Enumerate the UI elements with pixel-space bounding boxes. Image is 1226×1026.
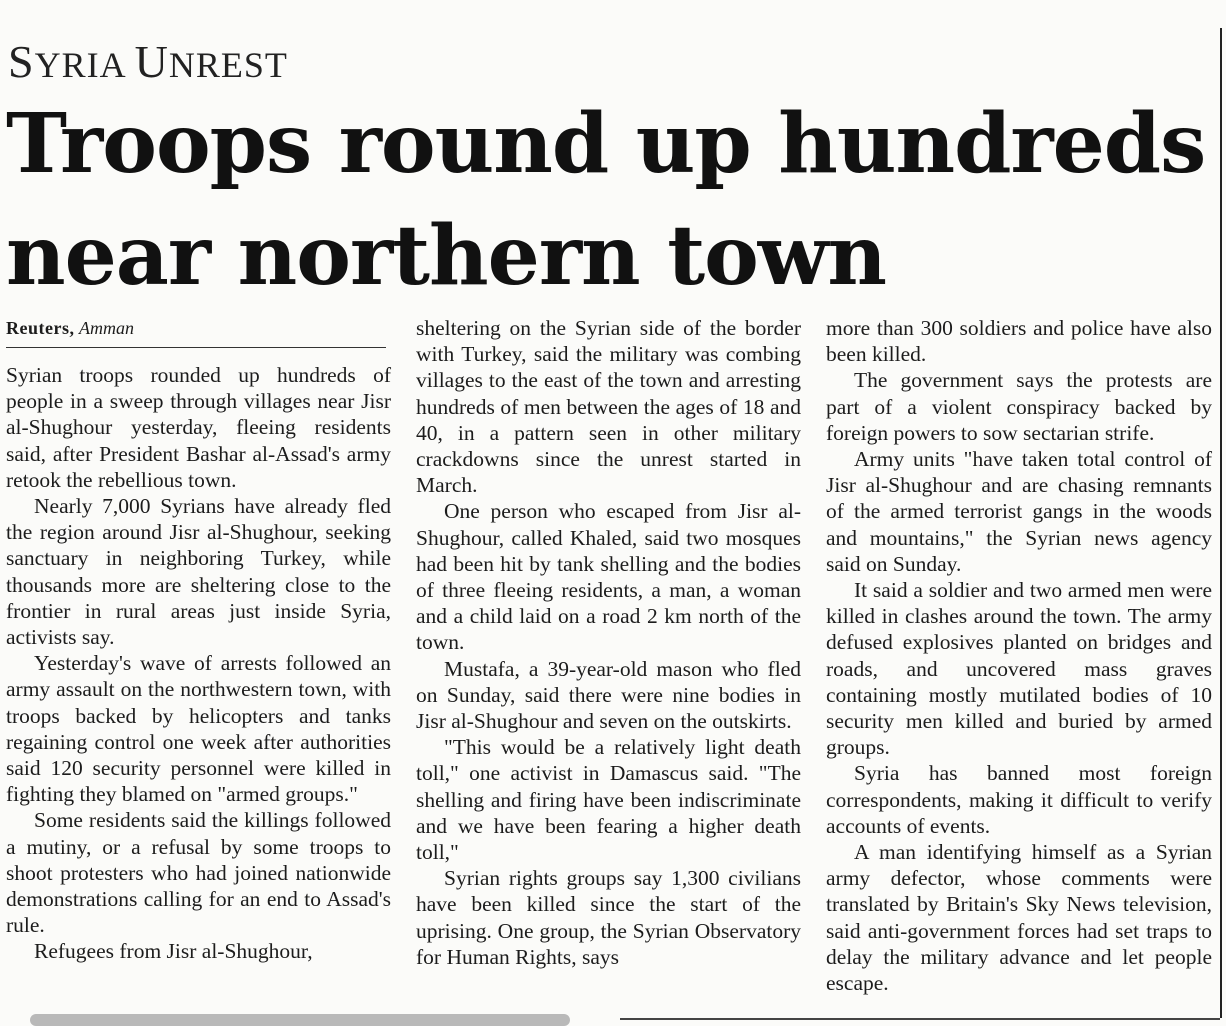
col2-paragraph: Syrian rights groups say 1,300 civilians have been killed since the start of the uprising. One group, the Syrian Observatory for Human Rights, says xyxy=(416,866,801,969)
col2-paragraph: One person who escaped from Jisr al-Shughour, called Khaled, said two mosques had been hit by tank shelling and the bodies of three fleeing residents, a man, a woman and a child laid on a road 2 km north of the town. xyxy=(416,499,801,655)
column-3-body xyxy=(826,315,1212,996)
col3-paragraph: A man identifying himself as a Syrian army defector, whose comments were translated by Britain's Sky News television, said anti-government forces had set traps to delay the military advance and let people escape. xyxy=(826,840,1212,996)
byline-city: Amman xyxy=(78,318,134,338)
col3-paragraph: Army units "have taken total control of Jisr al-Shughour and are chasing remnants of the armed terrorist gangs in the woods and mountains," the Syrian news agency said on Sunday. xyxy=(826,447,1212,576)
col1-paragraph: Syrian troops rounded up hundreds of people in a sweep through villages near Jisr al-Shughour yesterday, fleeing residents said, after President Bashar al-Assad's army retook the rebellious town. xyxy=(6,363,391,492)
headline xyxy=(6,88,1221,312)
col3-paragraph: It said a soldier and two armed men were killed in clashes around the town. The army defused explosives planted on bridges and roads, and uncovered mass graves containing mostly mutilated bodies of 10 security men killed and buried by armed groups. xyxy=(826,578,1212,760)
kicker-initial-u: U xyxy=(134,36,169,87)
kicker-initial-s: S xyxy=(8,36,35,87)
byline-agency: Reuters, xyxy=(6,318,75,338)
headline-line-2: near northern town xyxy=(6,208,886,304)
col1-paragraph: Refugees from Jisr al-Shughour, xyxy=(34,939,313,964)
col1-paragraph: Yesterday's wave of arrests followed an army assault on the northwestern town, with troops backed by helicopters and tanks regaining control one week after authorities said 120 security personnel were killed in fighting they blamed on "armed groups." xyxy=(6,651,391,807)
article-column-2 xyxy=(416,315,801,970)
byline xyxy=(6,315,386,348)
bottom-rule xyxy=(620,1018,1220,1020)
kicker-part-1: YRIA xyxy=(34,45,135,85)
scroll-shadow-bar xyxy=(30,1014,570,1026)
section-kicker xyxy=(8,36,288,91)
column-1-body xyxy=(6,362,391,965)
article-column-3 xyxy=(826,315,1212,996)
col1-paragraph: Nearly 7,000 Syrians have already fled the region around Jisr al-Shughour, seeking sanctuary in neighboring Turkey, while thousands more are sheltering close to the frontier in rural areas just inside Syria, activists say. xyxy=(6,494,391,650)
col3-paragraph: The government says the protests are part of a violent conspiracy backed by foreign powers to sow sectarian strife. xyxy=(826,368,1212,445)
col2-paragraph: sheltering on the Syrian side of the border with Turkey, said the military was combing villages to the east of the town and arresting hundreds of men between the ages of 18 and 40, in a pattern seen in other military crackdowns since the unrest started in March. xyxy=(416,316,801,498)
col2-paragraph: Mustafa, a 39-year-old mason who fled on Sunday, said there were nine bodies in Jisr al-Shughour and seven on the outskirts. xyxy=(416,656,801,734)
article-column-1 xyxy=(6,315,391,965)
headline-line-1: Troops round up hundreds xyxy=(6,96,1206,192)
column-2-body xyxy=(416,315,801,970)
col1-paragraph: Some residents said the killings followed a mutiny, or a refusal by some troops to shoot protesters who had joined nationwide demonstrations calling for an end to Assad's rule. xyxy=(6,808,391,938)
col2-paragraph: "This would be a relatively light death toll," one activist in Damascus said. "The shelling and firing have been indiscriminate and we have been fearing a higher death toll," xyxy=(416,735,801,865)
col3-paragraph: Syria has banned most foreign correspondents, making it difficult to verify accounts of events. xyxy=(826,761,1212,838)
col3-paragraph: more than 300 soldiers and police have also been killed. xyxy=(826,316,1212,367)
kicker-part-2: NREST xyxy=(168,45,288,85)
